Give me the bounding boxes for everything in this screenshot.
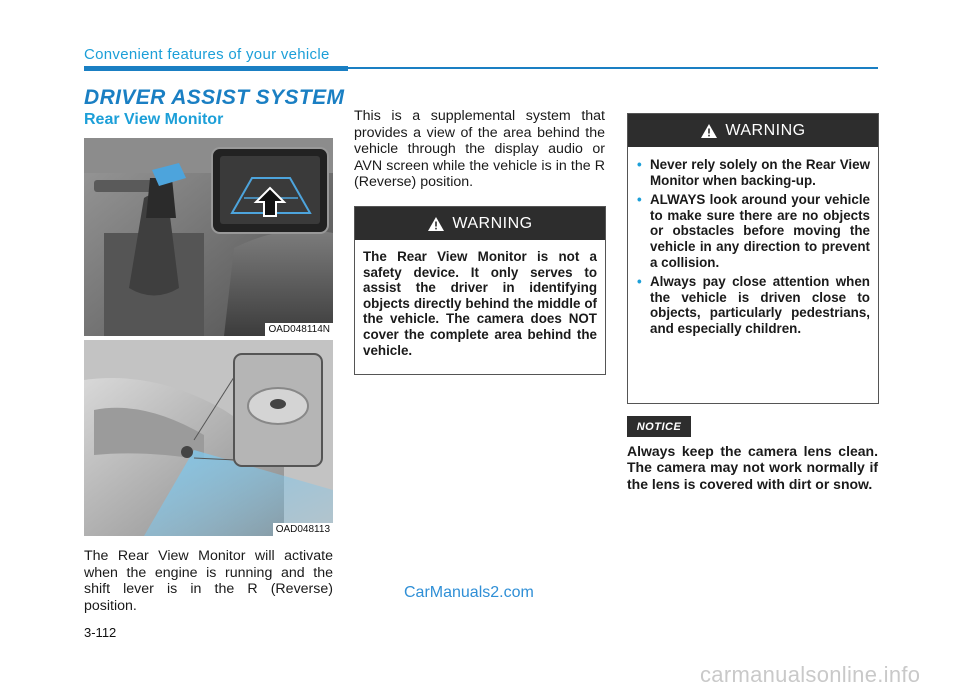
watermark-site: carmanualsonline.info xyxy=(700,662,921,687)
warning-bullet-item: • Never rely solely on the Rear View Monitor when backing-up. xyxy=(637,157,870,188)
bullet-dot-icon: • xyxy=(637,274,642,290)
warning-triangle-icon xyxy=(700,123,718,139)
warning-bullet-item: • ALWAYS look around your vehicle to make sure there are no objects or obstacles before moving the vehicle in any direction to prevent a collision. xyxy=(637,192,870,270)
header-rule-thin xyxy=(348,67,878,69)
paragraph-description: This is a supplemental system that provides a view of the area behind the vehicle through the display audio or AVN screen while the vehicle is in the R (Reverse) position. xyxy=(354,108,605,191)
chapter-title: DRIVER ASSIST SYSTEM xyxy=(84,86,345,109)
figure-shift-lever xyxy=(84,138,333,336)
watermark-link[interactable]: CarManuals2.com xyxy=(404,584,534,601)
warning-header xyxy=(355,207,605,240)
header-rule-thick xyxy=(84,66,348,71)
warning-box-safety xyxy=(354,206,606,375)
rear-camera-illustration xyxy=(84,340,333,536)
warning-text: The Rear View Monitor is not a safety device. It only serves to assist the driver in identifying objects directly behind the middle of the vehicle. The camera does NOT cover the complete area behind the vehicle. xyxy=(363,249,597,358)
figure-code: OAD048114N xyxy=(265,323,333,336)
warning-bullet-item: • Always pay close attention when the vehicle is driven close to objects, particularly pedestrians, and especially children. xyxy=(637,274,870,336)
warning-header xyxy=(628,114,878,147)
figure-code: OAD048113 xyxy=(273,523,333,536)
paragraph-activation: The Rear View Monitor will activate when the engine is running and the shift lever is in the R (Reverse) position. xyxy=(84,548,333,614)
notice-badge: NOTICE xyxy=(627,416,691,437)
page-number: 3-112 xyxy=(84,625,117,640)
figure-rear-camera xyxy=(84,340,333,536)
bullet-dot-icon: • xyxy=(637,192,642,208)
warning-heading: WARNING xyxy=(725,121,806,139)
bullet-dot-icon: • xyxy=(637,157,642,172)
notice-text: Always keep the camera lens clean. The camera may not work normally if the lens is covered with dirt or snow. xyxy=(627,443,878,492)
section-header: Convenient features of your vehicle xyxy=(84,46,330,63)
warning-bullets xyxy=(628,147,878,337)
warning-heading: WARNING xyxy=(452,214,533,232)
warning-box-backing xyxy=(627,113,879,404)
shift-lever-illustration xyxy=(84,138,333,336)
warning-triangle-icon xyxy=(427,216,445,232)
subsection-title: Rear View Monitor xyxy=(84,111,224,128)
